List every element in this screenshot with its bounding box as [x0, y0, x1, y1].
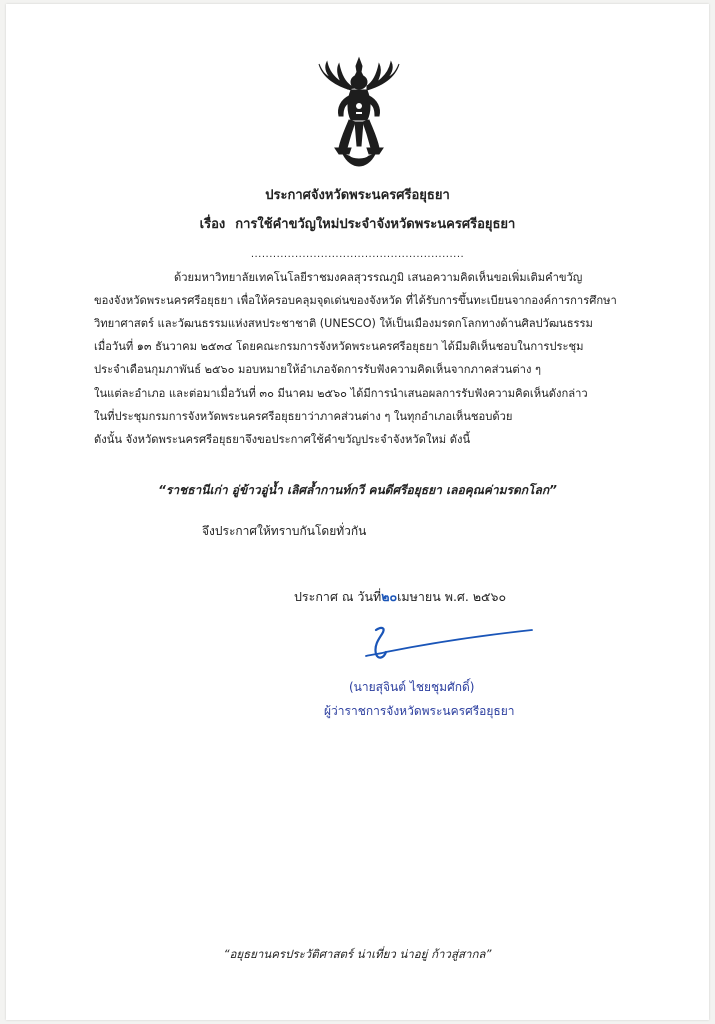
body-line: วิทยาศาสตร์ และวัฒนธรรมแห่งสหประชาชาติ (UNESCO) ให้เป็นเมืองมรดกโลกทางด้านศิลปวัฒนธรรม	[94, 317, 593, 330]
announcement-document	[6, 4, 709, 1020]
body-line: ประจำเดือนกุมภาพันธ์ ๒๕๖๐ มอบหมายให้อำเภอจัดการรับฟังความคิดเห็นจากภาคส่วนต่าง ๆ	[94, 363, 541, 376]
footer-motto: “อยุธยานครประวัติศาสตร์ น่าเที่ยว น่าอยู่ ก้าวสู่สากล”	[223, 947, 492, 961]
signer-position: ผู้ว่าราชการจังหวัดพระนครศรีอยุธยา	[324, 704, 515, 718]
garuda-emblem-icon	[317, 56, 401, 168]
date-suffix: เมษายน พ.ศ. ๒๕๖๐	[397, 589, 507, 604]
body-line: ดังนั้น จังหวัดพระนครศรีอยุธยาจึงขอประกาศใช้คำขวัญประจำจังหวัดใหม่ ดังนี้	[94, 433, 471, 446]
signature-icon	[346, 616, 536, 666]
body-line: เมื่อวันที่ ๑๓ ธันวาคม ๒๕๓๔ โดยคณะกรมการจังหวัดพระนครศรีอยุธยา ได้มีมติเห็นชอบในการประชุม	[94, 340, 584, 353]
body-line: ในแต่ละอำเภอ และต่อมาเมื่อวันที่ ๓๐ มีนาคม ๒๕๖๐ ได้มีการนำเสนอผลการรับฟังความคิดเห็นดังกล่าว	[94, 387, 588, 400]
date-prefix: ประกาศ ณ วันที่	[294, 589, 382, 604]
subject-text: การใช้คำขวัญใหม่ประจำจังหวัดพระนครศรีอยุธยา	[235, 217, 516, 232]
body-line: ของจังหวัดพระนครศรีอยุธยา เพื่อให้ครอบคลุมจุดเด่นของจังหวัด ที่ได้รับการขึ้นทะเบียนจากองค์การการศึกษา	[94, 294, 617, 307]
subject-label: เรื่อง	[199, 217, 226, 232]
body-line: ด้วยมหาวิทยาลัยเทคโนโลยีราชมงคลสุวรรณภูมิ เสนอความคิดเห็นขอเพิ่มเติมคำขวัญ	[174, 271, 583, 284]
province-slogan: “ราชธานีเก่า อู่ข้าวอู่น้ำ เลิศล้ำกานท์กวี คนดีศรีอยุธยา เลอคุณค่ามรดกโลก”	[158, 483, 557, 497]
subject-line	[6, 218, 709, 231]
announcement-date	[294, 591, 506, 604]
signer-name: (นายสุจินต์ ไชยชุมศักดิ์)	[349, 680, 475, 694]
closing-statement: จึงประกาศให้ทราบกันโดยทั่วกัน	[202, 524, 367, 538]
separator-dots: ..........................................................	[250, 249, 465, 260]
announcement-title: ประกาศจังหวัดพระนครศรีอยุธยา	[265, 188, 450, 203]
date-day: ๒๐	[381, 589, 398, 604]
body-line: ในที่ประชุมกรมการจังหวัดพระนครศรีอยุธยาว่าภาคส่วนต่าง ๆ ในทุกอำเภอเห็นชอบด้วย	[94, 410, 513, 423]
